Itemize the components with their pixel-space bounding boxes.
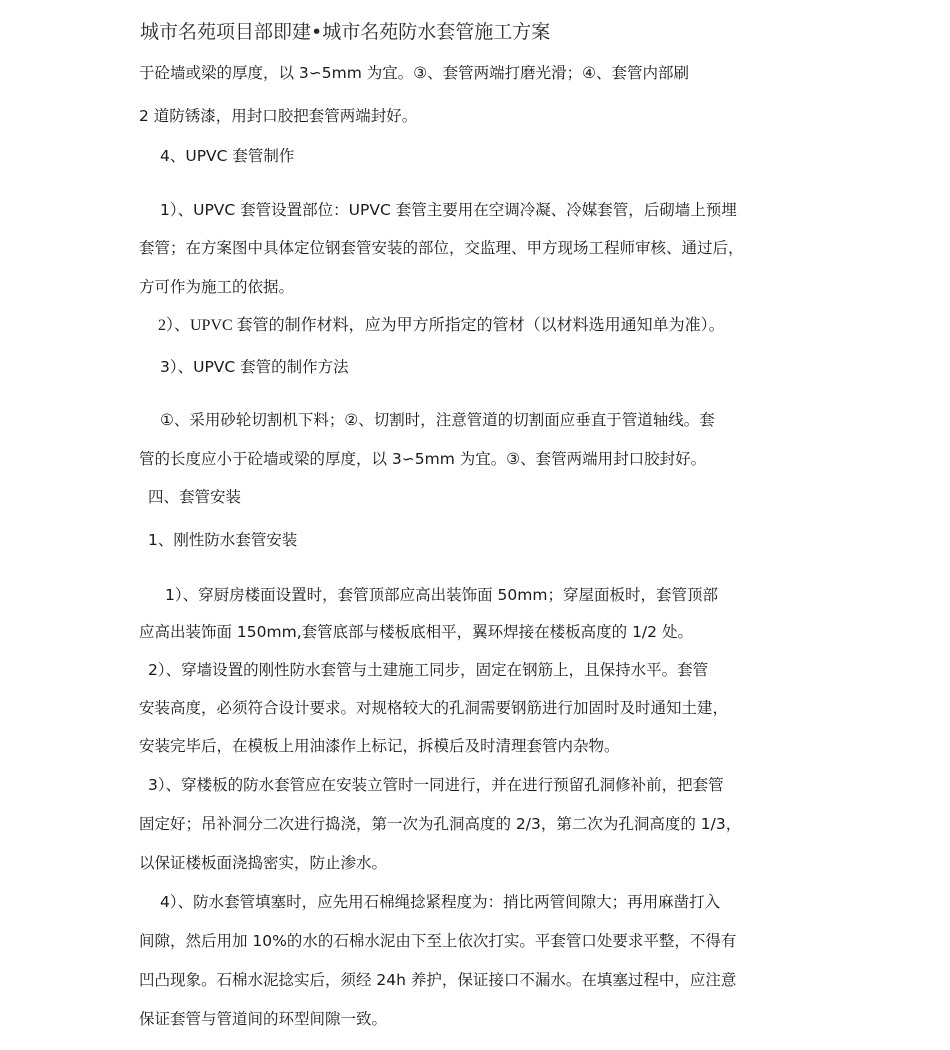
- body-line: 间隙，然后用加 10%的水的石棉水泥由下至上依次打实。平套管口处要求平整，不得有: [139, 932, 737, 950]
- body-line: 1）、UPVC 套管设置部位：UPVC 套管主要用在空调冷凝、冷媒套管，后砌墙上预埋: [160, 201, 737, 219]
- body-line: 套管；在方案图中具体定位钢套管安装的部位，交监理、甲方现场工程师审核、通过后，: [139, 239, 744, 257]
- body-line: 安装完毕后，在模板上用油漆作上标记，拆模后及时清理套管内杂物。: [139, 737, 620, 755]
- body-line: 以保证楼板面浇捣密实，防止渗水。: [139, 854, 388, 872]
- section-heading: 4、UPVC 套管制作: [160, 147, 295, 165]
- body-line: 3）、UPVC 套管的制作方法: [160, 358, 349, 376]
- body-line: 4）、防水套管填塞时，应先用石棉绳捻紧程度为：捎比两管间隙大；再用麻凿打入: [160, 893, 721, 911]
- page-header-title: 城市名苑项目部即建•城市名苑防水套管施工方案: [140, 21, 551, 43]
- body-line: 应高出装饰面 150mm,套管底部与楼板底相平，翼环焊接在楼板高度的 1/2 处。: [139, 623, 693, 641]
- body-line: 凹凸现象。石棉水泥捻实后，须经 24h 养护，保证接口不漏水。在填塞过程中，应注意: [139, 971, 737, 989]
- body-line: ①、采用砂轮切割机下料；②、切割时，注意管道的切割面应垂直于管道轴线。套: [160, 411, 715, 429]
- body-line: 2）、穿墙设置的刚性防水套管与土建施工同步，固定在钢筋上，且保持水平。套管: [148, 661, 709, 679]
- body-line: 管的长度应小于砼墙或梁的厚度，以 3∽5mm 为宜。③、套管两端用封口胶封好。: [139, 450, 707, 468]
- body-line: 于砼墙或梁的厚度，以 3∽5mm 为宜。③、套管两端打磨光滑；④、套管内部刷: [139, 64, 690, 82]
- body-line: 1）、穿厨房楼面设置时，套管顶部应高出装饰面 50mm；穿屋面板时，套管顶部: [165, 586, 718, 604]
- body-line: 方可作为施工的依据。: [139, 278, 295, 296]
- body-line: 保证套管与管道间的环型间隙一致。: [139, 1010, 388, 1028]
- body-line: 固定好；吊补洞分二次进行捣浇，第一次为孔洞高度的 2/3，第二次为孔洞高度的 1/3，: [139, 815, 742, 833]
- body-line: 2 道防锈漆，用封口胶把套管两端封好。: [139, 107, 418, 125]
- body-line: 2）、UPVC 套管的制作材料，应为甲方所指定的管材（以材料选用通知单为准）。: [158, 317, 725, 334]
- body-line: 3）、穿楼板的防水套管应在安装立管时一同进行，并在进行预留孔洞修补前，把套管: [148, 776, 724, 794]
- body-line: 安装高度，必须符合设计要求。对规格较大的孔洞需要钢筋进行加固时及时通知土建，: [139, 699, 729, 717]
- section-heading: 1、刚性防水套管安装: [148, 531, 298, 549]
- section-heading: 四、套管安装: [148, 488, 242, 506]
